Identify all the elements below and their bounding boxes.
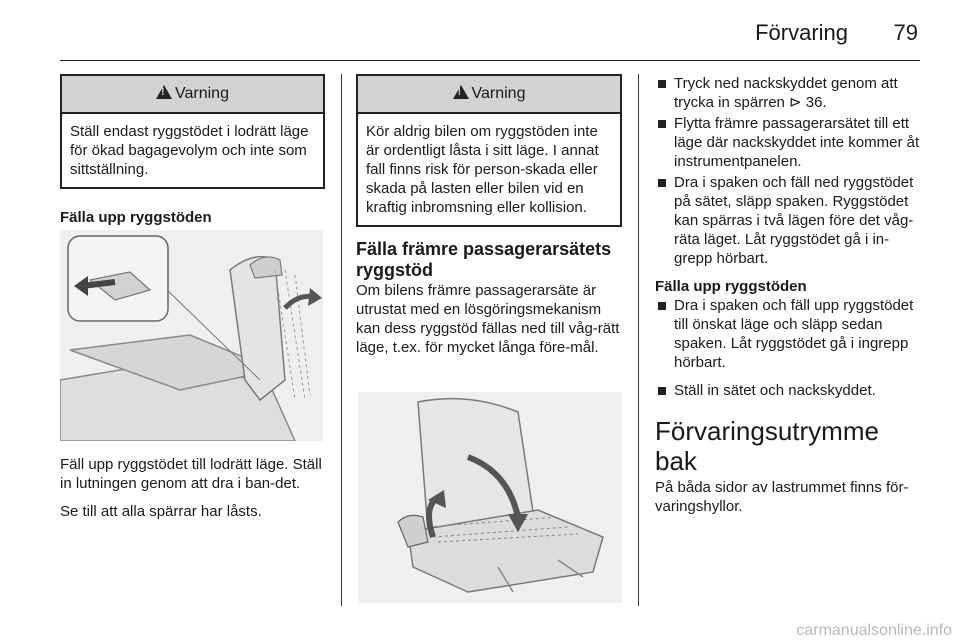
watermark: carmanualsonline.info [796, 622, 952, 639]
warning-text: Ställ endast ryggstödet i lodrätt läge för ökad bagagevolym och inte som sittställning. [70, 123, 309, 178]
warning-header [62, 76, 323, 114]
paragraph: Se till att alla spärrar har låsts. [60, 503, 262, 520]
section-subheading: Fälla upp ryggstöden [655, 278, 807, 295]
list-item: Dra i spaken och fäll ned ryggstödet på sätet, släpp spaken. Ryggstödet kan spärras i två lägen före det våg-räta läget. Låt ryggstödet gå i in-grepp hörbart. [655, 173, 921, 268]
page-title: Förvaring [755, 20, 848, 45]
warning-heading: Varning [471, 85, 526, 102]
list-item: Ställ in sätet och nackskyddet. [655, 381, 921, 400]
column-middle [356, 74, 622, 357]
section-heading: Fälla främre passagerarsätets ryggstöd [356, 239, 612, 280]
warning-box [356, 74, 622, 227]
warning-triangle-icon [156, 85, 172, 99]
warning-header [358, 76, 620, 114]
instruction-list [655, 296, 921, 400]
list-item: Tryck ned nackskyddet genom att trycka in spärren ⊳ 36. [655, 74, 921, 112]
paragraph: Fäll upp ryggstödet till lodrätt läge. Ställ in lutningen genom att dra i ban-det. [60, 456, 322, 492]
column-left-text [60, 455, 325, 521]
warning-triangle-icon [453, 85, 469, 99]
front-seat-drawing [358, 392, 622, 603]
list-item: Dra i spaken och fäll upp ryggstödet till önskat läge och släpp sedan spaken. Låt ryggstödet gå i ingrepp hörbart. [655, 296, 921, 372]
column-right [655, 74, 921, 516]
list-item: Flytta främre passagerarsätet till ett läge där nackskyddet inte kommer åt instrumentpanelen. [655, 114, 921, 171]
paragraph: På båda sidor av lastrummet finns för-varingshyllor. [655, 479, 909, 515]
section-subheading: Fälla upp ryggstöden [60, 209, 212, 226]
page-number: 79 [893, 20, 918, 45]
warning-heading: Varning [175, 85, 229, 102]
warning-text: Kör aldrig bilen om ryggstöden inte är ordentligt låsta i sitt läge. I annat fall finns risk för person-skada eller skada på lasten eller bilen vid en kraftig inbromsning eller kollision. [366, 123, 599, 216]
column-divider [638, 74, 639, 606]
paragraph: Om bilens främre passagerarsäte är utrustat med en lösgöringsmekanism kan dess ryggstöd fällas ned till våg-rätt läge, t.ex. för mycket långa före-mål. [356, 282, 620, 356]
page-header [60, 0, 920, 61]
column-left [60, 74, 325, 227]
column-divider [341, 74, 342, 606]
instruction-list [655, 74, 921, 268]
warning-box [60, 74, 325, 189]
section-heading: Förvaringsutrymme bak [655, 416, 879, 476]
front-seat-illustration [358, 392, 622, 603]
rear-seat-illustration [60, 230, 323, 441]
rear-seat-drawing [60, 230, 323, 441]
